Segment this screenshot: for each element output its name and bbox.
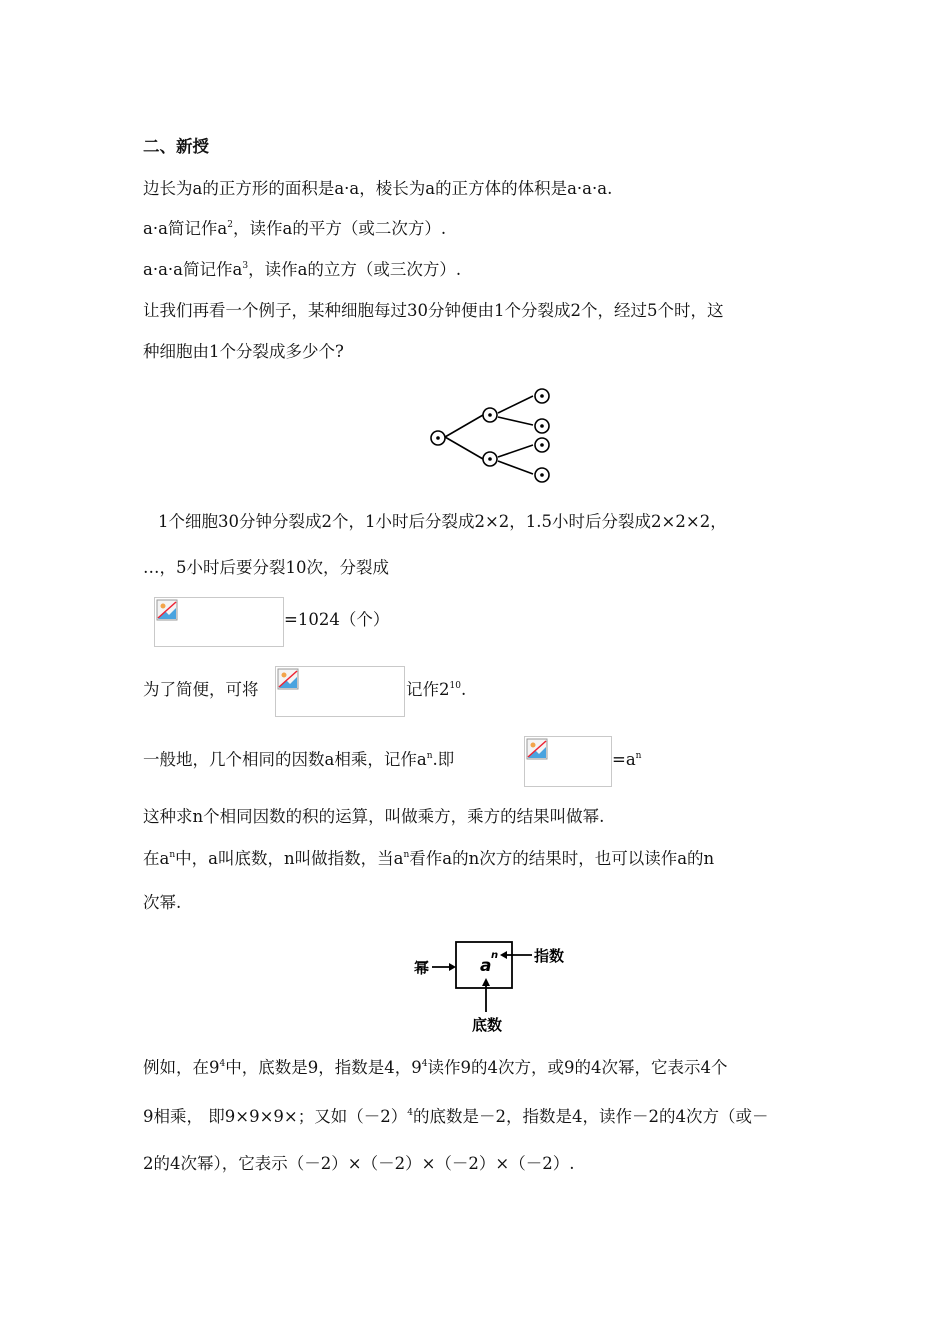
paragraph-example-line3: 2的4次幂），它表示（－2）×（－2）×（－2）×（－2）.	[143, 1154, 575, 1173]
text-segment: 看作a的n次方的结果时，也可以读作a的n	[409, 849, 715, 868]
text-segment: 中，底数是9，指数是4，9	[225, 1058, 422, 1077]
superscript: 3	[242, 261, 249, 271]
power-diagram	[414, 934, 574, 1034]
paragraph-square-notation	[143, 218, 446, 240]
paragraph-simplify-pre: 为了简便，可将	[143, 680, 259, 699]
power-base: a	[480, 956, 492, 976]
exponent-label: 指数	[534, 947, 565, 965]
power-exponent: n	[491, 950, 499, 961]
text-segment: a·a简记作a	[143, 219, 228, 238]
branch-line	[498, 417, 533, 425]
paragraph-general-rhs	[612, 749, 641, 771]
text-segment: 中，a叫底数，n叫做指数，当a	[175, 849, 404, 868]
superscript: 10	[449, 681, 461, 691]
equation-result: =1024（个）	[284, 610, 390, 629]
broken-image-icon	[526, 738, 548, 760]
broken-image-placeholder	[154, 597, 284, 647]
text-segment: 记作2	[406, 680, 450, 699]
branch-line	[445, 437, 483, 459]
paragraph-general-pre	[143, 749, 454, 771]
paragraph-base-exponent-line1	[143, 848, 714, 870]
broken-image-placeholder	[524, 736, 612, 787]
base-label: 底数	[472, 1016, 503, 1034]
paragraph-cell-example-line2: 种细胞由1个分裂成多少个?	[143, 342, 344, 361]
superscript: n	[403, 850, 410, 860]
broken-image-placeholder	[275, 666, 405, 717]
text-segment: 9相乘， 即9×9×9×；又如（－2）	[143, 1107, 408, 1126]
superscript: n	[635, 751, 642, 761]
paragraph-cell-example-line1: 让我们再看一个例子，某种细胞每过30分钟便由1个分裂成2个，经过5个时，这	[143, 301, 724, 320]
text-segment: ，读作a的立方（或三次方）.	[248, 260, 462, 279]
text-segment: 读作9的4次方，或9的4次幂，它表示4个	[427, 1058, 728, 1077]
paragraph-definition: 这种求n个相同因数的积的运算，叫做乘方，乘方的结果叫做幂.	[143, 807, 605, 826]
paragraph-division-line2: …，5小时后要分裂10次，分裂成	[143, 558, 389, 577]
branch-line	[498, 445, 533, 457]
paragraph-base-exponent-line2: 次幂.	[143, 893, 182, 912]
superscript: 2	[227, 220, 233, 230]
paragraph-example-line2	[143, 1106, 768, 1128]
superscript: 4	[219, 1059, 226, 1069]
superscript: 4	[407, 1108, 413, 1118]
text-segment: 在a	[143, 849, 170, 868]
section-heading: 二、新授	[143, 137, 209, 156]
cell-division-diagram	[425, 383, 555, 483]
paragraph-division-line1: 1个细胞30分钟分裂成2个，1小时后分裂成2×2，1.5小时后分裂成2×2×2，	[158, 512, 727, 531]
superscript: n	[169, 850, 176, 860]
branch-line	[445, 415, 483, 437]
paragraph-example-line1	[143, 1057, 727, 1079]
paragraph-cube-notation	[143, 259, 461, 281]
broken-image-icon	[156, 599, 178, 621]
text-segment: .	[460, 680, 467, 699]
power-label: 幂	[414, 959, 430, 977]
paragraph-simplify-post	[406, 679, 466, 701]
text-segment: 例如，在9	[143, 1058, 220, 1077]
text-segment: .即	[432, 750, 455, 769]
text-segment: =a	[612, 750, 636, 769]
text-segment: 一般地，几个相同的因数a相乘，记作a	[143, 750, 427, 769]
text-segment: 的底数是－2，指数是4，读作－2的4次方（或－	[412, 1107, 769, 1126]
paragraph-square-cube: 边长为a的正方形的面积是a·a，棱长为a的正方体的体积是a·a·a.	[143, 179, 613, 198]
superscript: n	[426, 751, 433, 761]
superscript: 4	[421, 1059, 428, 1069]
text-segment: a·a·a简记作a	[143, 260, 243, 279]
text-segment: ，读作a的平方（或二次方）.	[233, 219, 447, 238]
branch-line	[498, 461, 533, 474]
branch-line	[498, 396, 533, 413]
broken-image-icon	[277, 668, 299, 690]
